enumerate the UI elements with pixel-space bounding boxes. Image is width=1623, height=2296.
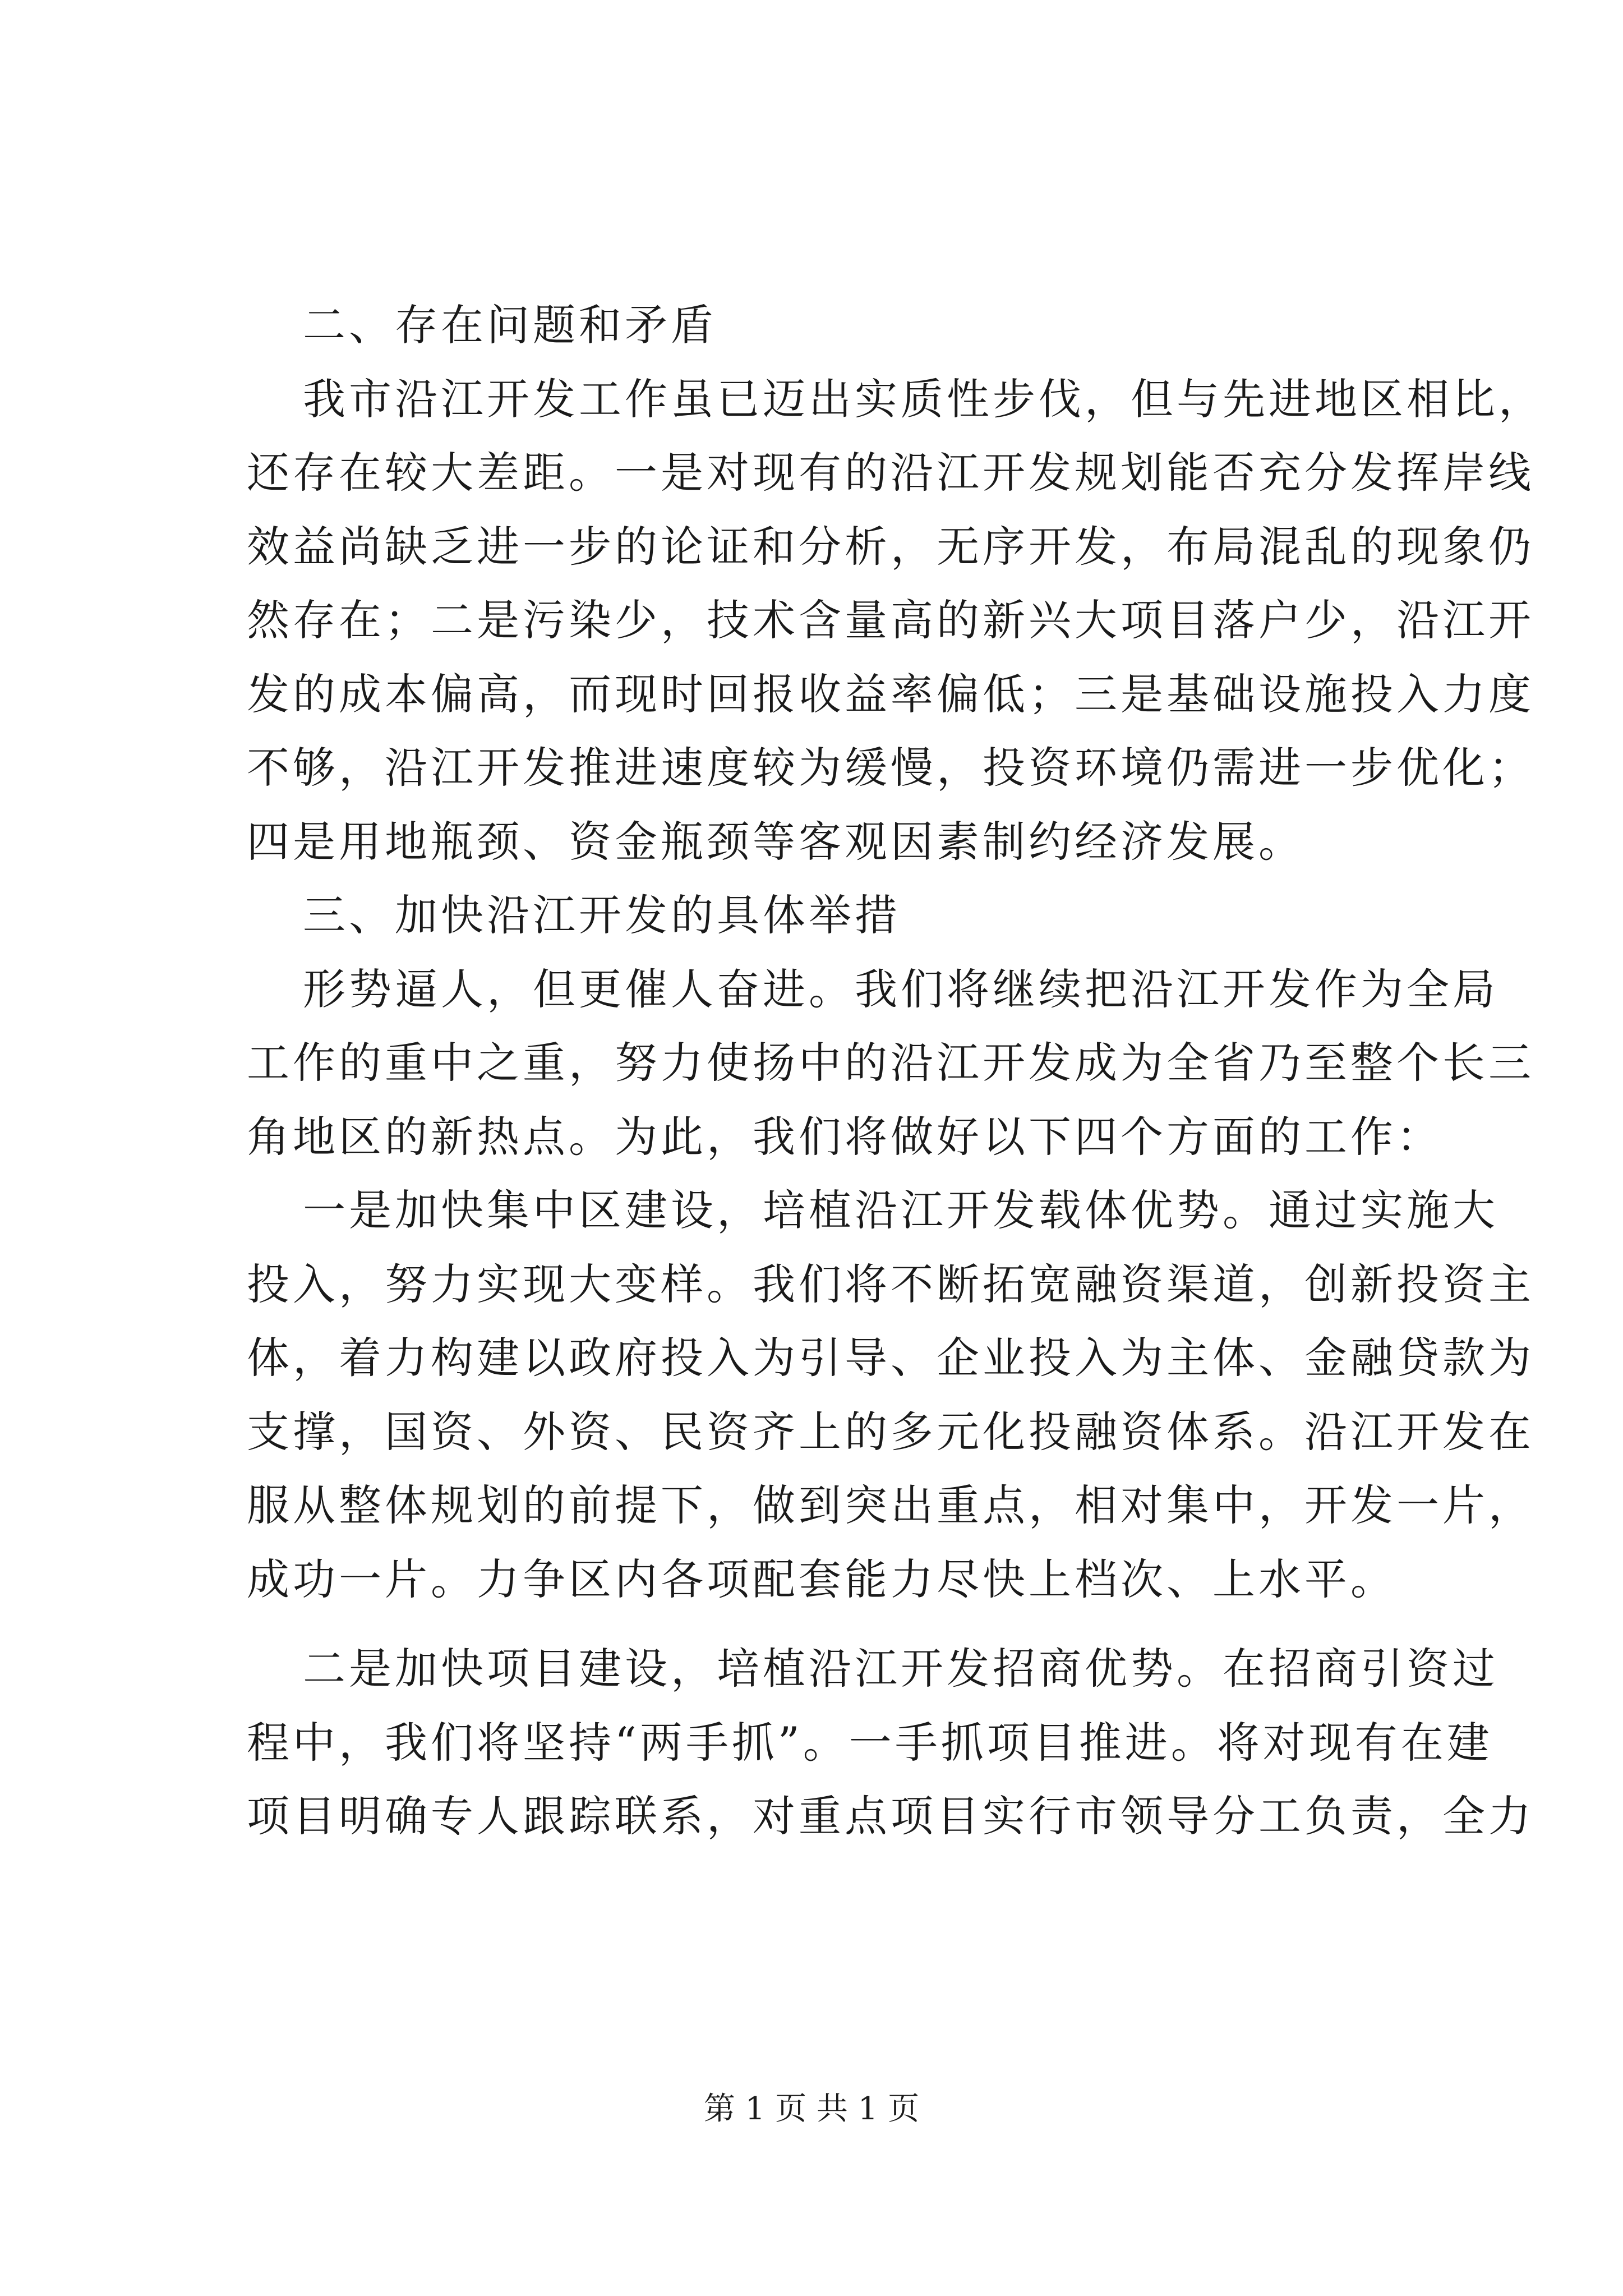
page-footer: 第 1 页 共 1 页	[703, 2091, 920, 2127]
section-heading-problems: 二、存在问题和矛盾	[303, 300, 717, 350]
paragraph-line: 发的成本偏高，而现时回报收益率偏低；三是基础设施投入力度	[247, 669, 1534, 719]
paragraph-line: 服从整体规划的前提下，做到突出重点，相对集中，开发一片，	[247, 1480, 1534, 1530]
paragraph-line: 然存在；二是污染少，技术含量高的新兴大项目落户少，沿江开	[247, 595, 1534, 645]
paragraph-line: 程中，我们将坚持“两手抓”。一手抓项目推进。将对现有在建	[247, 1718, 1493, 1768]
paragraph-line: 工作的重中之重，努力使扬中的沿江开发成为全省乃至整个长三	[247, 1038, 1534, 1088]
paragraph-line: 四是用地瓶颈、资金瓶颈等客观因素制约经济发展。	[247, 817, 1304, 867]
paragraph-line: 成功一片。力争区内各项配套能力尽快上档次、上水平。	[247, 1554, 1396, 1604]
paragraph-line: 二是加快项目建设，培植沿江开发招商优势。在招商引资过	[303, 1644, 1498, 1694]
paragraph-line: 我市沿江开发工作虽已迈出实质性步伐，但与先进地区相比，	[303, 374, 1544, 424]
paragraph-line: 还存在较大差距。一是对现有的沿江开发规划能否充分发挥岸线	[247, 448, 1534, 498]
paragraph-line: 项目明确专人跟踪联系，对重点项目实行市领导分工负责，全力	[247, 1791, 1534, 1841]
paragraph-line: 投入，努力实现大变样。我们将不断拓宽融资渠道，创新投资主	[247, 1259, 1534, 1309]
section-heading-measures: 三、加快沿江开发的具体举措	[303, 890, 901, 940]
paragraph-line: 支撑，国资、外资、民资齐上的多元化投融资体系。沿江开发在	[247, 1407, 1534, 1457]
paragraph-line: 角地区的新热点。为此，我们将做好以下四个方面的工作：	[247, 1112, 1442, 1162]
paragraph-line: 不够，沿江开发推进速度较为缓慢，投资环境仍需进一步优化；	[247, 743, 1534, 793]
paragraph-line: 体，着力构建以政府投入为引导、企业投入为主体、金融贷款为	[247, 1333, 1534, 1383]
paragraph-line: 一是加快集中区建设，培植沿江开发载体优势。通过实施大	[303, 1185, 1498, 1235]
paragraph-line: 形势逼人，但更催人奋进。我们将继续把沿江开发作为全局	[303, 964, 1498, 1014]
paragraph-line: 效益尚缺乏进一步的论证和分析，无序开发，布局混乱的现象仍	[247, 522, 1534, 572]
